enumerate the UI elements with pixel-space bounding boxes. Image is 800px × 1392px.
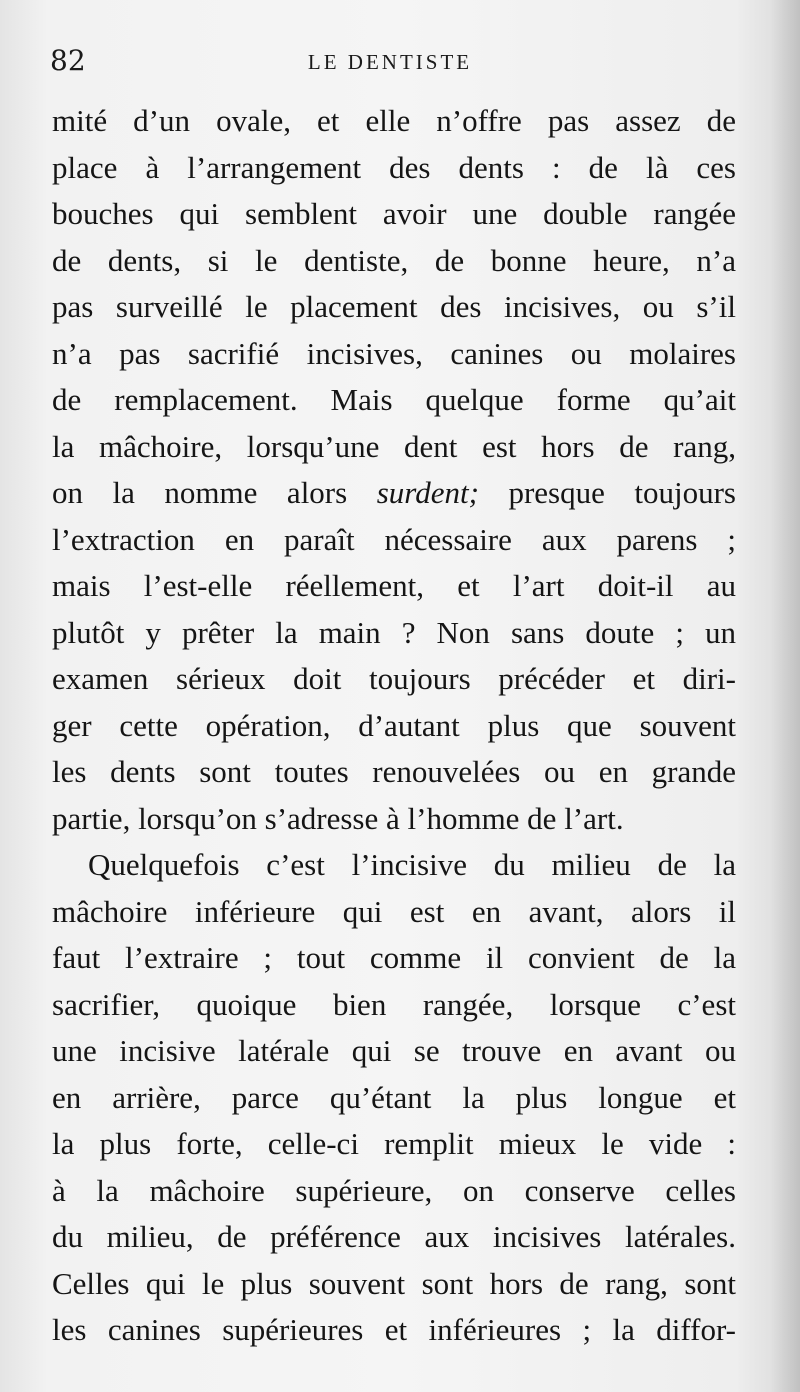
- text-line: du milieu, de préférence aux incisives latérales.: [52, 1219, 736, 1254]
- italic-term-surdent: surdent;: [376, 475, 479, 510]
- page-number: 82: [50, 44, 86, 77]
- text-line: mité d’un ovale, et elle n’offre pas assez de: [52, 103, 736, 138]
- text-line: une incisive latérale qui se trouve en avant ou: [52, 1033, 736, 1068]
- text-line: examen sérieux doit toujours précéder et diri-: [52, 661, 736, 696]
- text-line: de dents, si le dentiste, de bonne heure, n’a: [52, 242, 736, 278]
- text-line: n’a pas sacrifié incisives, canines ou molaires: [52, 335, 736, 371]
- text-line: de remplacement. Mais quelque forme qu’ait: [52, 382, 736, 417]
- text-line-start: on la nomme alors: [52, 475, 377, 510]
- page-header: [50, 44, 730, 80]
- text-line-paragraph-start: Quelquefois c’est l’incisive du milieu de la: [88, 847, 736, 882]
- text-line: la plus forte, celle-ci remplit mieux le vide :: [52, 1126, 736, 1161]
- text-line: Celles qui le plus souvent sont hors de rang, sont: [52, 1265, 736, 1301]
- text-line: à la mâchoire supérieure, on conserve celles: [52, 1172, 736, 1208]
- text-line: sacrifier, quoique bien rangée, lorsque c’est: [52, 986, 736, 1022]
- text-line: ger cette opération, d’autant plus que souvent: [52, 707, 736, 743]
- text-line: mâchoire inférieure qui est en avant, alors il: [52, 893, 736, 929]
- text-line: mais l’est-elle réellement, et l’art doit-il au: [52, 568, 736, 603]
- text-line: la mâchoire, lorsqu’une dent est hors de rang,: [52, 428, 736, 464]
- text-line: faut l’extraire ; tout comme il convient de la: [52, 940, 736, 975]
- text-line: pas surveillé le placement des incisives, ou s’il: [52, 289, 736, 324]
- page-edge-shadow: [770, 0, 800, 1392]
- text-line-end: presque toujours: [478, 475, 736, 510]
- text-line-paragraph-end: partie, lorsqu’on s’adresse à l’homme de l’art.: [52, 800, 624, 836]
- text-line: l’extraction en paraît nécessaire aux parens ;: [52, 521, 736, 557]
- running-head: LE DENTISTE: [307, 50, 473, 74]
- body-text: [52, 98, 736, 1354]
- text-line: en arrière, parce qu’étant la plus longue et: [52, 1079, 736, 1115]
- text-line: les dents sont toutes renouvelées ou en grande: [52, 754, 736, 789]
- text-line: place à l’arrangement des dents : de là ces: [52, 149, 736, 185]
- text-line: les canines supérieures et inférieures ; la diffor-: [52, 1312, 736, 1347]
- text-line-with-italic: [52, 470, 736, 517]
- text-line: plutôt y prêter la main ? Non sans doute ; un: [52, 614, 736, 650]
- text-line: bouches qui semblent avoir une double rangée: [52, 196, 736, 231]
